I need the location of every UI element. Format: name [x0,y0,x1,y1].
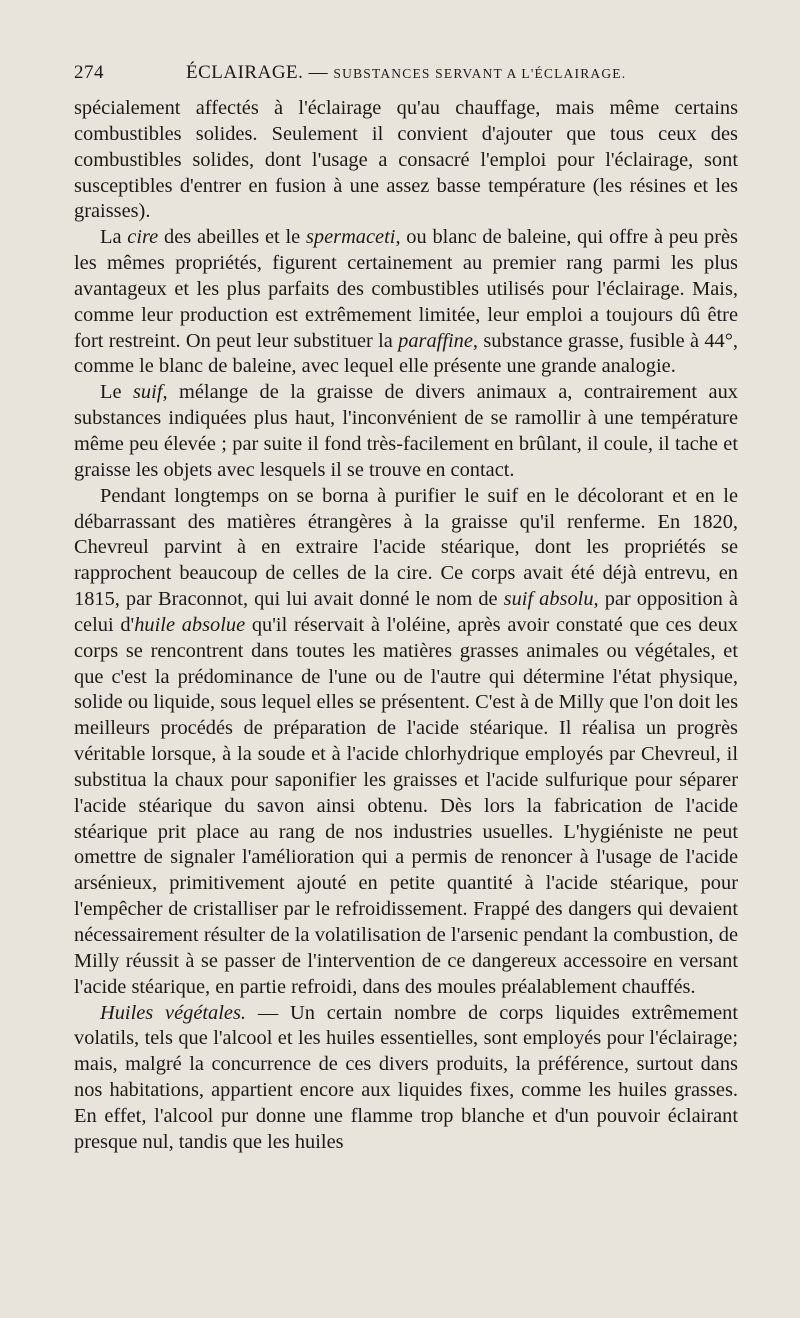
running-title-sub: SUBSTANCES SERVANT A L'ÉCLAIRAGE. [333,66,627,81]
running-header [74,58,738,88]
term-huile-absolue: huile absolue [134,613,246,636]
paragraph-continued: spécialement affectés à l'éclairage qu'au chauffage, mais même certains combustibles solides. Seulement il convient d'ajouter que tous ceux des combustibles solides, dont l'usage a consacré l'emploi pour l'éclairage, sont susceptibles d'entrer en fusion à une assez basse température (les résines et les graisses). [74,97,738,223]
running-title-main: ÉCLAIRAGE. [186,62,304,83]
paragraph-suif: Le suif, mélange de la graisse de divers animaux a, contrairement aux substances indiquées plus haut, l'inconvénient de se ramollir à une température même peu élevée ; par suite il fond très-facilement en brûlant, il coule, il tache et graisse les objets avec lesquels il se trouve en contact. [74,381,739,481]
term-paraffine: paraffine [398,329,473,352]
term-cire: cire [127,226,159,249]
section-heading-huiles-vegetales: Huiles végétales. [100,1001,247,1024]
body-text [74,96,738,1156]
term-suif-absolu: suif absolu [503,588,594,611]
term-suif: suif [132,381,163,404]
paragraph-cire: La cire des abeilles et le spermaceti, ou blanc de baleine, qui offre à peu près les mêmes propriétés, figurent certainement au premier rang parmi les plus avantageux et les plus parfaits des combustibles utilisés pour l'éclairage. Mais, comme leur production est extrêmement limitée, leur emploi a toujours dû être fort restreint. On peut leur substituer la paraffine, substance grasse, fusible à 44°, comme le blanc de baleine, avec lequel elle présente une grande analogie. [74,226,739,378]
paragraph-huiles-vegetales: Huiles végétales. — Un certain nombre de corps liquides extrêmement volatils, tels que l'alcool et les huiles essentielles, sont employés pour l'éclairage; mais, malgré la concurrence de ces divers produits, la préférence, surtout dans nos habitations, appartient encore aux liquides fixes, comme les huiles grasses. En effet, l'alcool pur donne une flamme trop blanche et d'un pouvoir éclairant presque nul, tandis que les huiles [74,1001,738,1153]
page-number: 274 [74,62,104,83]
term-spermaceti: spermaceti [305,226,396,249]
running-title [186,62,626,84]
running-title-separator: — [303,62,334,83]
paragraph-acide-stearique: Pendant longtemps on se borna à purifier le suif en le décolorant et en le débarrassant des matières étrangères à la graisse qu'il renferme. En 1820, Chevreul parvint à en extraire l'acide stéarique, dont les propriétés se rapprochent beaucoup de celles de la cire. Ce corps avait été déjà entrevu, en 1815, par Braconnot, qui lui avait donné le nom de suif absolu, par opposition à celui d'huile absolue qu'il réservait à l'oléine, après avoir constaté que ces deux corps se rencontrent dans toutes les matières grasses animales ou végétales, et que c'est la prédominance de l'une ou de l'autre qui détermine l'état physique, solide ou liquide, sous lequel elles se présentent. C'est à de Milly que l'on doit les meilleurs procédés de préparation de l'acide stéarique. Il réalisa un progrès véritable lorsque, à la soude et à l'acide chlorhydrique employés par Chevreul, il substitua la chaux pour saponifier les graisses et l'acide sulfurique pour séparer l'acide stéarique du savon ainsi obtenu. Dès lors la fabrication de l'acide stéarique prit place au rang de nos industries usuelles. L'hygiéniste ne peut omettre de signaler l'amélioration qui a permis de renoncer à l'usage de l'acide arsénieux, primitivement ajouté en petite quantité à l'acide stéarique, pour l'empêcher de cristalliser par le refroidissement. Frappé des dangers qui devaient nécessairement résulter de la volatilisation de l'arsenic pendant la combustion, de Milly réussit à se passer de l'intervention de ce dangereux accessoire en versant l'acide stéarique, en partie refroidi, dans des moules préalablement chauffés. [74,484,738,998]
